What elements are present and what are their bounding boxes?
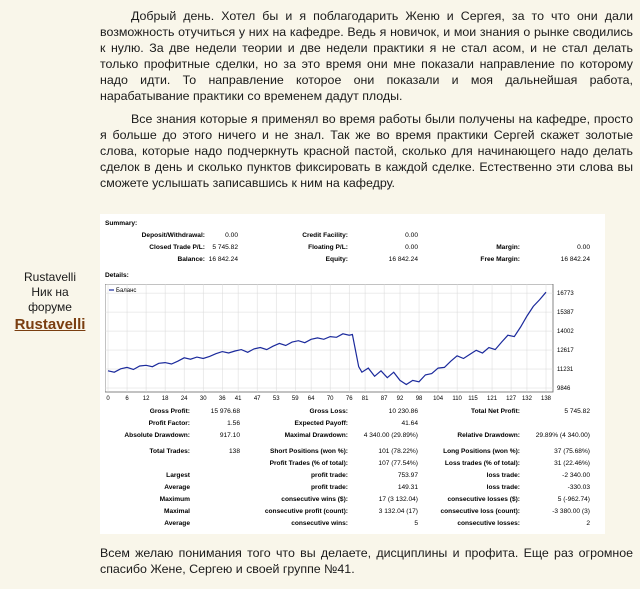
y-tick-label: 11231 [557, 367, 574, 374]
y-tick-label: 16773 [557, 291, 574, 298]
y-tick-label: 9846 [557, 386, 571, 392]
x-tick-label: 127 [506, 396, 517, 402]
largest-loss-label: loss trade: [486, 472, 520, 479]
x-tick-label: 6 [125, 396, 129, 402]
balance-chart [105, 284, 583, 404]
x-tick-label: 53 [272, 396, 280, 402]
balance-label: Balance: [177, 256, 205, 263]
gross-profit-label: Gross Profit: [149, 408, 190, 415]
total-trades-label: Total Trades: [149, 448, 190, 455]
avg-cons-wins-value: 5 [414, 520, 418, 527]
author-name: Rustavelli [23, 270, 77, 284]
margin-label: Margin: [496, 244, 520, 251]
equity-value: 16 842.24 [388, 256, 418, 263]
maximal-loss-value: -3 380.00 (3) [552, 508, 590, 515]
maximum-label: Maximum [159, 496, 190, 503]
profit-trades-value: 107 (77.54%) [378, 460, 418, 467]
x-tick-label: 47 [253, 396, 261, 402]
rel-drawdown-label: Relative Drawdown: [457, 432, 520, 439]
credit-label: Credit Facility: [302, 232, 348, 239]
trading-report-image [100, 214, 605, 534]
maximal-profit-value: 3 132.04 (17) [378, 508, 418, 515]
avg-cons-wins-label: consecutive wins: [291, 520, 348, 527]
rel-drawdown-value: 29.89% (4 340.00) [535, 432, 590, 439]
average-loss-label: loss trade: [486, 484, 520, 491]
deposit-value: 0.00 [225, 232, 238, 239]
equity-label: Equity: [325, 256, 348, 263]
credit-value: 0.00 [405, 232, 418, 239]
profit-trades-label: Profit Trades (% of total): [269, 460, 348, 467]
deposit-label: Deposit/Withdrawal: [141, 232, 205, 239]
y-tick-label: 14002 [557, 329, 574, 336]
x-tick-label: 87 [380, 396, 388, 402]
profit-factor-value: 1.56 [227, 420, 240, 427]
plot-frame [105, 284, 553, 392]
x-tick-label: 18 [161, 396, 169, 402]
x-tick-label: 24 [180, 396, 188, 402]
margin-value: 0.00 [577, 244, 590, 251]
summary-title: Summary: [105, 220, 138, 227]
maximal-label: Maximal [163, 508, 190, 515]
paragraph-closing: Всем желаю понимания того что вы делаете, дисциплины и профита. Еще раз огромное спасибо Жене, Сергею и своей группе №41. [100, 546, 633, 576]
maximal-loss-label: consecutive loss (count): [440, 508, 520, 515]
closed-pl-label: Closed Trade P/L: [149, 244, 205, 251]
abs-drawdown-value: 917.10 [219, 432, 240, 439]
x-tick-label: 76 [345, 396, 353, 402]
x-tick-label: 70 [326, 396, 334, 402]
max-cons-wins-label: consecutive wins ($): [281, 496, 348, 503]
long-positions-label: Long Positions (won %): [443, 448, 520, 455]
x-tick-label: 132 [521, 396, 532, 402]
expected-payoff-label: Expected Payoff: [294, 420, 348, 427]
net-profit-label: Total Net Profit: [471, 408, 520, 415]
paragraph-knowledge: Все знания которые я применял во время работы были получены на кафедре, просто я больше до этого ничего и не знал. Так же во время практики Сергей скажет золотые слова, которые надо подчеркнуть красной пастой, сколько для начинающего надо делать сделок в день и сколько пунктов фиксировать в каждой сделке. Естественно эти слова вы сможете услышать записавшись к ним на кафедру. [100, 112, 633, 190]
average-label: Average [164, 484, 190, 491]
y-tick-label: 12617 [557, 348, 574, 355]
floating-pl-value: 0.00 [405, 244, 418, 251]
author-nick-link[interactable]: Rustavelli [14, 316, 86, 333]
y-tick-label: 15387 [557, 310, 574, 317]
max-drawdown-value: 4 340.00 (29.89%) [363, 432, 418, 439]
x-tick-label: 59 [291, 396, 299, 402]
floating-pl-label: Floating P/L: [308, 244, 348, 251]
largest-profit-label: profit trade: [311, 472, 348, 479]
x-tick-label: 12 [142, 396, 150, 402]
x-tick-label: 0 [106, 396, 110, 402]
avg-cons-losses-value: 2 [586, 520, 590, 527]
loss-trades-label: Loss trades (% of total): [444, 460, 520, 467]
free-margin-value: 16 842.24 [560, 256, 590, 263]
short-positions-label: Short Positions (won %): [269, 448, 348, 455]
avg-cons-losses-label: consecutive losses: [457, 520, 520, 527]
x-tick-label: 98 [415, 396, 423, 402]
x-tick-label: 81 [361, 396, 369, 402]
long-positions-value: 37 (75.68%) [554, 448, 590, 455]
x-tick-label: 121 [487, 396, 498, 402]
x-tick-label: 110 [452, 396, 462, 402]
legend-label: Баланс [116, 288, 137, 294]
y-tick-labels [557, 291, 574, 392]
max-cons-wins-value: 17 (3 132.04) [378, 496, 418, 503]
average-profit-value: 149.31 [397, 484, 418, 491]
closed-pl-value: 5 745.82 [212, 244, 238, 251]
average-loss-value: -330.03 [567, 484, 590, 491]
largest-label: Largest [166, 472, 190, 479]
loss-trades-value: 31 (22.46%) [554, 460, 590, 467]
details-title: Details: [105, 272, 129, 279]
paragraph-thanks: Добрый день. Хотел бы и я поблагодарить Женю и Сергея, за то что они дали возможность отучиться у них на кафедре. Ведь я новичок, и мои знания о рынке сводились к нулю. За две недели теории и две недели практики я не стал асом, и не стал делать только профитные сделки, но за это время они мне показали направление по которому надо идти. То направление которое они показали и моя дальнейшая работа, нарабатывание практики со временем дадут плоды. [100, 9, 633, 103]
x-tick-label: 30 [199, 396, 207, 402]
forum-label-2: форуме [28, 300, 72, 314]
total-trades-value: 138 [228, 448, 240, 455]
max-cons-losses-value: 5 (-962.74) [557, 496, 590, 503]
x-tick-label: 36 [218, 396, 226, 402]
profit-factor-label: Profit Factor: [148, 420, 190, 427]
x-tick-label: 92 [396, 396, 404, 402]
expected-payoff-value: 41.64 [401, 420, 418, 427]
abs-drawdown-label: Absolute Drawdown: [124, 432, 190, 439]
balance-value: 16 842.24 [208, 256, 238, 263]
x-tick-label: 138 [540, 396, 552, 402]
average2-label: Average [164, 520, 190, 527]
x-tick-label: 104 [433, 396, 444, 402]
average-profit-label: profit trade: [311, 484, 348, 491]
gross-loss-label: Gross Loss: [309, 408, 348, 415]
gross-loss-value: 10 230.86 [388, 408, 418, 415]
forum-label-1: Ник на [31, 285, 69, 299]
x-tick-label: 115 [468, 396, 478, 402]
free-margin-label: Free Margin: [480, 256, 520, 263]
max-drawdown-label: Maximal Drawdown: [284, 432, 348, 439]
net-profit-value: 5 745.82 [564, 408, 590, 415]
x-tick-label: 41 [234, 396, 242, 402]
x-tick-labels [106, 396, 551, 402]
author-block [0, 270, 100, 332]
largest-loss-value: -2 340.00 [562, 472, 590, 479]
largest-profit-value: 753.97 [397, 472, 418, 479]
max-cons-losses-label: consecutive losses ($): [447, 496, 520, 503]
gross-profit-value: 15 976.68 [210, 408, 240, 415]
maximal-profit-label: consecutive profit (count): [264, 508, 348, 515]
x-tick-label: 64 [307, 396, 315, 402]
short-positions-value: 101 (78.22%) [378, 448, 418, 455]
